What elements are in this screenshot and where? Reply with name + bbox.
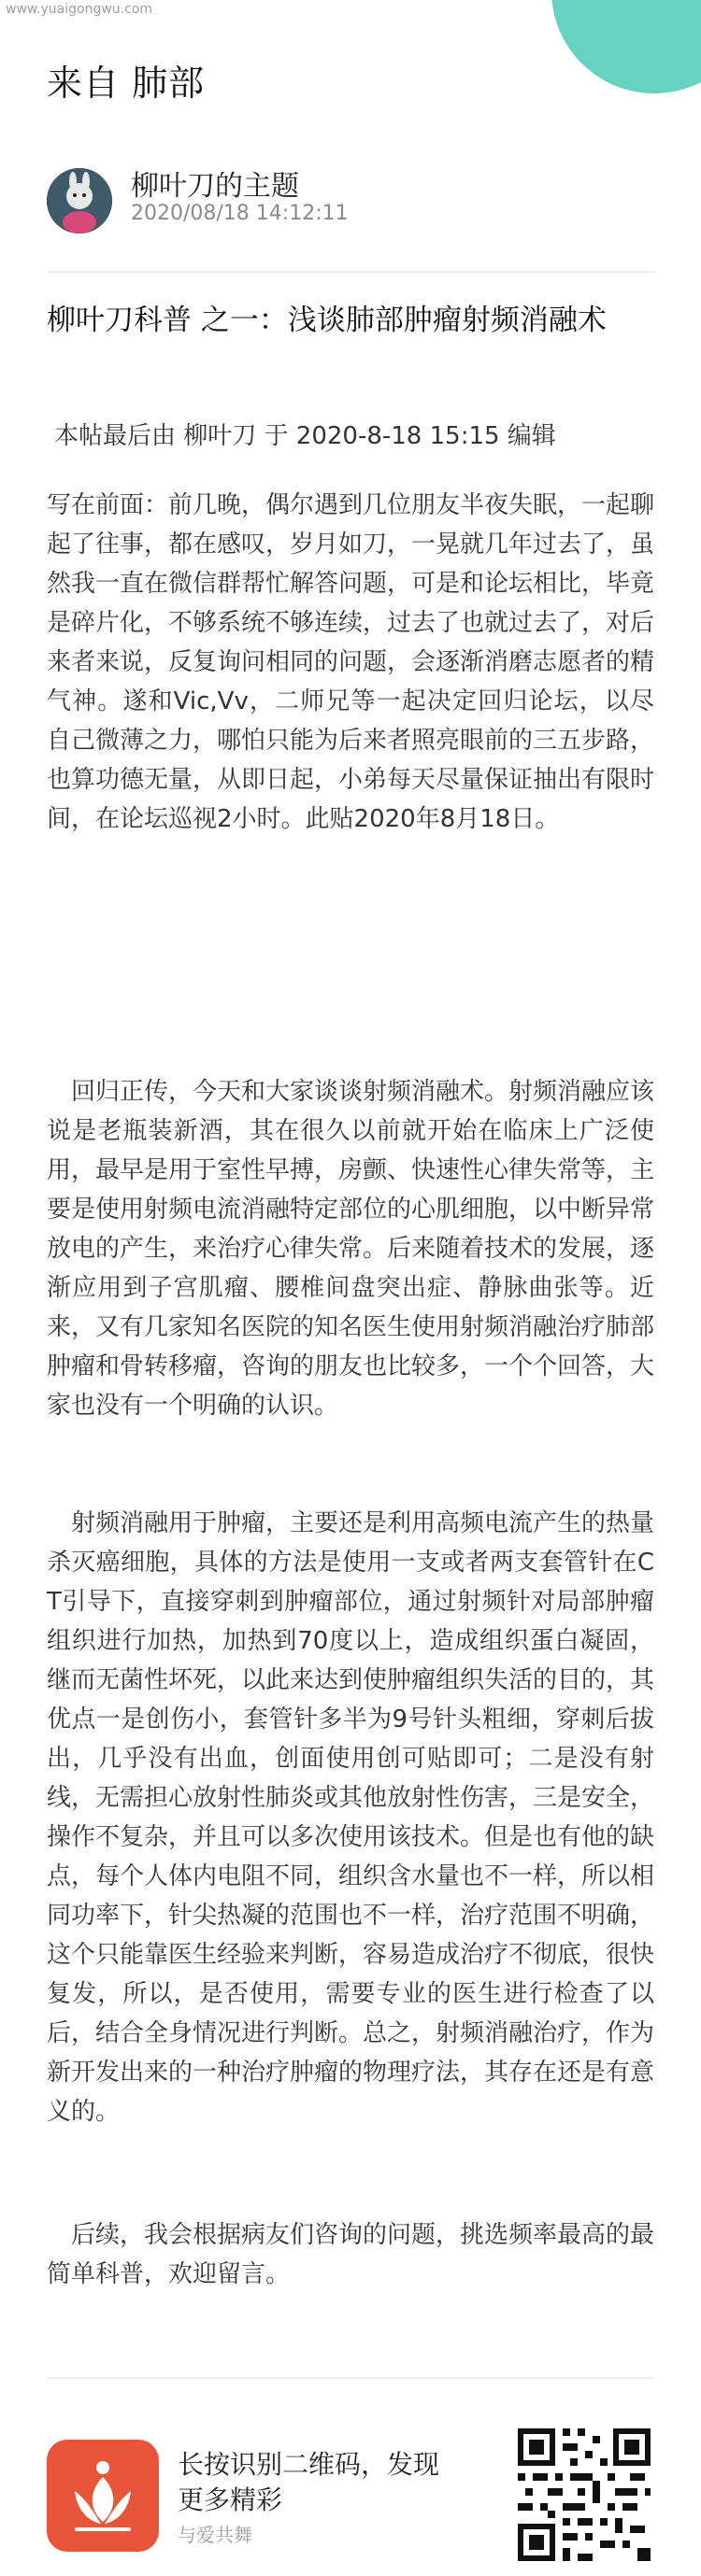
qr-prompt: 长按识别二维码，发现更多精彩 (178, 2449, 440, 2515)
author-name[interactable]: 柳叶刀的主题 (131, 170, 299, 203)
divider (47, 271, 654, 273)
qr-source: 与爱共舞 (178, 2524, 252, 2546)
author-block[interactable] (47, 161, 654, 245)
qr-code[interactable] (514, 2425, 654, 2565)
watermark: www.yuaigongwu.com (6, 2, 153, 17)
post-title: 柳叶刀科普 之一：浅谈肺部肿瘤射频消融术 (47, 304, 607, 337)
app-logo (47, 2440, 159, 2552)
page-title: 来自 肺部 (47, 63, 206, 104)
qr-footer (47, 2419, 654, 2559)
post-date: 2020/08/18 14:12:11 (131, 202, 349, 225)
edit-note: 本帖最后由 柳叶刀 于 2020-8-18 15:15 编辑 (54, 422, 556, 450)
qr-code-icon (514, 2425, 654, 2565)
paragraph: 后续，我会根据病友们咨询的问题，挑选频率最高的最简单科普，欢迎留言。 (47, 2221, 655, 2288)
lotus-icon (47, 2440, 159, 2552)
paragraph: 回归正传，今天和大家谈谈射频消融术。射频消融应该说是老瓶装新酒，其在很久以前就开始在临床上广泛使用，最早是用于室性早搏，房颤、快速性心律失常等，主要是使用射频电流消融特定部位的心肌细胞，以中断异常放电的产生，来治疗心律失常。后来随着技术的发展，逐渐应用到子宫肌瘤、腰椎间盘突出症、静脉曲张等。近来，又有几家知名医院的知名医生使用射频消融治疗肺部肿瘤和骨转移瘤，咨询的朋友也比较多，一个个回答，大家也没有一个明确的认识。 (47, 1078, 655, 1420)
divider (47, 2377, 654, 2379)
avatar-icon (47, 168, 112, 234)
paragraph: 写在前面：前几晚，偶尔遇到几位朋友半夜失眠，一起聊起了往事，都在感叹，岁月如刀，一晃就几年过去了，虽然我一直在微信群帮忙解答问题，可是和论坛相比，毕竟是碎片化，不够系统不够连续，过去了也就过去了，对后来者来说，反复询问相同的问题，会逐渐消磨志愿者的精气神。遂和Vic,Vv，二师兄等一起决定回归论坛，以尽自己微薄之力，哪怕只能为后来者照亮眼前的三五步路，也算功德无量，从即日起，小弟每天尽量保证抽出有限时间，在论坛巡视2小时。此贴2020年8月18日。 (47, 491, 655, 833)
avatar[interactable] (47, 168, 112, 234)
corner-decoration (551, 0, 701, 93)
paragraph: 射频消融用于肿瘤，主要还是利用高频电流产生的热量杀灭癌细胞，具体的方法是使用一支或者两支套管针在CT引导下，直接穿刺到肿瘤部位，通过射频针对局部肿瘤组织进行加热，加热到70度以上，造成组织蛋白凝固，继而无菌性坏死，以此来达到使肿瘤组织失活的目的，其优点一是创伤小，套管针多半为9号针头粗细，穿刺后拔出，几乎没有出血，创面使用创可贴即可；二是没有射线，无需担心放射性肺炎或其他放射性伤害，三是安全，操作不复杂，并且可以多次使用该技术。但是也有他的缺点，每个人体内电阻不同，组织含水量也不一样，所以相同功率下，针尖热凝的范围也不一样，治疗范围不明确，这个只能靠医生经验来判断，容易造成治疗不彻底，很快复发，所以，是否使用，需要专业的医生进行检查了以后，结合全身情况进行判断。总之，射频消融治疗，作为新开发出来的一种治疗肿瘤的物理疗法，其存在还是有意义的。 (47, 1509, 655, 2126)
